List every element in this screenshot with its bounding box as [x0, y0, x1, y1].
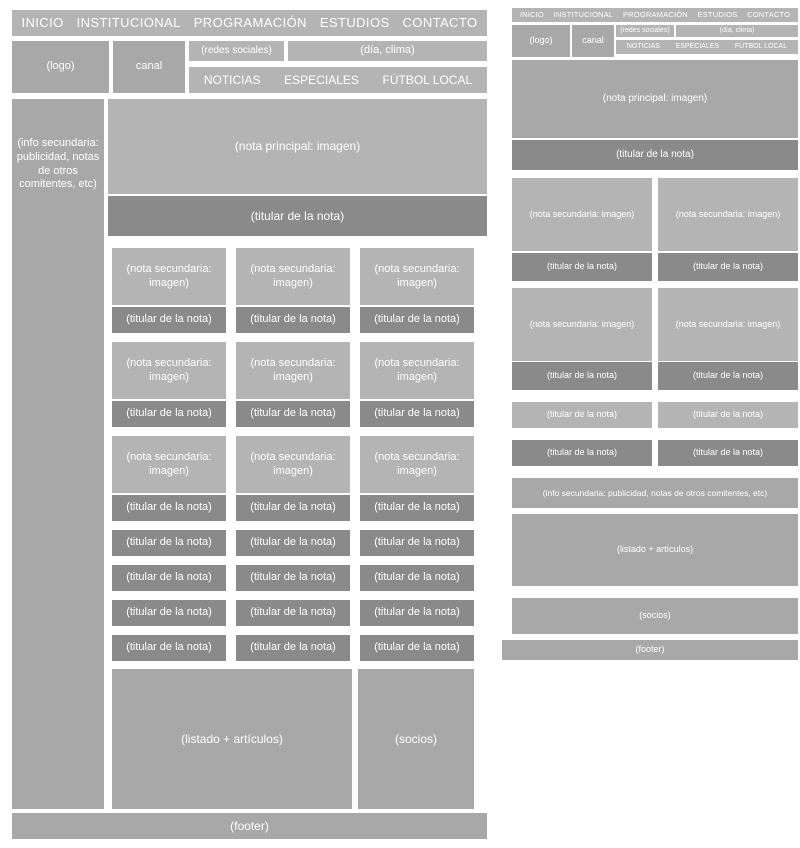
nota-secundaria-titular[interactable]: (titular de la nota) [236, 565, 350, 591]
nota-secundaria-titular[interactable]: (titular de la nota) [236, 495, 350, 521]
mobile-nota-secundaria-titular[interactable]: (titular de la nota) [512, 253, 652, 281]
mobile-nota-secundaria-titular[interactable]: (titular de la nota) [658, 253, 798, 281]
mobile-nota-principal-titular[interactable]: (titular de la nota) [512, 140, 798, 170]
canal-block: canal [113, 41, 185, 93]
nota-secundaria-titular[interactable]: (titular de la nota) [360, 635, 474, 661]
mobile-logo-block: (logo) [512, 25, 570, 57]
mobile-socios-block[interactable]: (socios) [512, 598, 798, 634]
subnav-item-especiales[interactable]: ESPECIALES [284, 72, 359, 87]
nota-secundaria-imagen[interactable]: (nota secundaria: imagen) [236, 248, 350, 305]
desktop-subnav-bar [189, 67, 487, 93]
subnav-item-futbol-local[interactable]: FÚTBOL LOCAL [382, 72, 473, 87]
nota-secundaria-imagen[interactable]: (nota secundaria: imagen) [360, 342, 474, 399]
nota-principal-titular[interactable]: (titular de la nota) [108, 196, 487, 236]
mobile-listado-articulos-block[interactable]: (listado + artículos) [512, 514, 798, 586]
nota-secundaria-titular[interactable]: (titular de la nota) [112, 401, 226, 427]
mobile-nota-secundaria-titular[interactable]: (titular de la nota) [658, 402, 798, 428]
mobile-footer-block: (footer) [502, 640, 798, 660]
nota-secundaria-titular[interactable]: (titular de la nota) [360, 307, 474, 333]
mobile-nota-secundaria-titular[interactable]: (titular de la nota) [658, 440, 798, 466]
nota-secundaria-titular[interactable]: (titular de la nota) [112, 565, 226, 591]
mobile-nav-item-inicio[interactable]: INICIO [519, 10, 544, 20]
mobile-dia-clima-block: (día, clima) [676, 25, 798, 37]
nav-item-estudios[interactable]: ESTUDIOS [319, 14, 390, 30]
nota-secundaria-titular[interactable]: (titular de la nota) [112, 530, 226, 556]
nota-secundaria-imagen[interactable]: (nota secundaria: imagen) [360, 248, 474, 305]
nota-secundaria-titular[interactable]: (titular de la nota) [112, 600, 226, 626]
listado-articulos-block[interactable]: (listado + artículos) [112, 669, 352, 809]
logo-block: (logo) [12, 41, 109, 93]
socios-block[interactable]: (socios) [358, 669, 474, 809]
nav-item-contacto[interactable]: CONTACTO [402, 14, 478, 30]
nota-secundaria-titular[interactable]: (titular de la nota) [360, 530, 474, 556]
mobile-subnav-item-noticias[interactable]: NOTICIAS [626, 42, 660, 50]
nota-secundaria-imagen[interactable]: (nota secundaria: imagen) [236, 436, 350, 493]
mobile-nav-item-institucional[interactable]: INSTITUCIONAL [553, 10, 614, 20]
nav-item-inicio[interactable]: INICIO [21, 14, 64, 30]
nota-secundaria-titular[interactable]: (titular de la nota) [112, 495, 226, 521]
mobile-nota-secundaria-imagen[interactable]: (nota secundaria: imagen) [658, 178, 798, 251]
nota-secundaria-imagen[interactable]: (nota secundaria: imagen) [112, 342, 226, 399]
redes-sociales-block[interactable]: (redes sociales) [189, 41, 284, 61]
mobile-nota-secundaria-titular[interactable]: (titular de la nota) [512, 440, 652, 466]
footer-block: (footer) [12, 813, 487, 839]
mobile-nota-secundaria-titular[interactable]: (titular de la nota) [512, 362, 652, 390]
info-secundaria-sidebar: (info secundaria: publicidad, notas de otros comitentes, etc) [12, 99, 104, 809]
mobile-canal-block: canal [572, 25, 614, 57]
nota-secundaria-titular[interactable]: (titular de la nota) [236, 307, 350, 333]
mobile-subnav-item-futbol-local[interactable]: FÚTBOL LOCAL [734, 42, 788, 50]
dia-clima-block: (día, clima) [288, 41, 487, 61]
nota-secundaria-imagen[interactable]: (nota secundaria: imagen) [112, 436, 226, 493]
mobile-nav-item-programacion[interactable]: PROGRAMACIÓN [622, 10, 688, 20]
mobile-nota-secundaria-imagen[interactable]: (nota secundaria: imagen) [658, 288, 798, 361]
nav-item-institucional[interactable]: INSTITUCIONAL [76, 14, 181, 30]
mobile-info-secundaria-block: (info secundaria: publicidad, notas de otros comitentes, etc) [512, 478, 798, 508]
nota-secundaria-titular[interactable]: (titular de la nota) [236, 530, 350, 556]
mobile-wireframe [502, 0, 800, 848]
subnav-item-noticias[interactable]: NOTICIAS [203, 72, 261, 87]
mobile-nav-item-estudios[interactable]: ESTUDIOS [697, 10, 738, 20]
nota-secundaria-imagen[interactable]: (nota secundaria: imagen) [236, 342, 350, 399]
nota-secundaria-titular[interactable]: (titular de la nota) [236, 600, 350, 626]
mobile-nota-principal-imagen[interactable]: (nota principal: imagen) [512, 60, 798, 138]
nota-principal-imagen[interactable]: (nota principal: imagen) [108, 99, 487, 194]
nota-secundaria-titular[interactable]: (titular de la nota) [112, 635, 226, 661]
mobile-redes-sociales-block[interactable]: (redes sociales) [616, 25, 674, 37]
nota-secundaria-titular[interactable]: (titular de la nota) [112, 307, 226, 333]
mobile-nota-secundaria-imagen[interactable]: (nota secundaria: imagen) [512, 288, 652, 361]
nota-secundaria-titular[interactable]: (titular de la nota) [236, 635, 350, 661]
desktop-nav-bar [12, 10, 487, 36]
mobile-nota-secundaria-titular[interactable]: (titular de la nota) [512, 402, 652, 428]
nota-secundaria-titular[interactable]: (titular de la nota) [360, 401, 474, 427]
nota-secundaria-titular[interactable]: (titular de la nota) [360, 495, 474, 521]
nav-item-programacion[interactable]: PROGRAMACIÓN [193, 14, 307, 30]
nota-secundaria-titular[interactable]: (titular de la nota) [360, 565, 474, 591]
mobile-nav-bar [512, 8, 798, 22]
mobile-nav-item-contacto[interactable]: CONTACTO [747, 10, 791, 20]
mobile-nota-secundaria-titular[interactable]: (titular de la nota) [658, 362, 798, 390]
mobile-subnav-item-especiales[interactable]: ESPECIALES [675, 42, 720, 50]
mobile-nota-secundaria-imagen[interactable]: (nota secundaria: imagen) [512, 178, 652, 251]
nota-secundaria-titular[interactable]: (titular de la nota) [236, 401, 350, 427]
mobile-subnav-bar [616, 40, 798, 54]
nota-secundaria-titular[interactable]: (titular de la nota) [360, 600, 474, 626]
nota-secundaria-imagen[interactable]: (nota secundaria: imagen) [360, 436, 474, 493]
nota-secundaria-imagen[interactable]: (nota secundaria: imagen) [112, 248, 226, 305]
